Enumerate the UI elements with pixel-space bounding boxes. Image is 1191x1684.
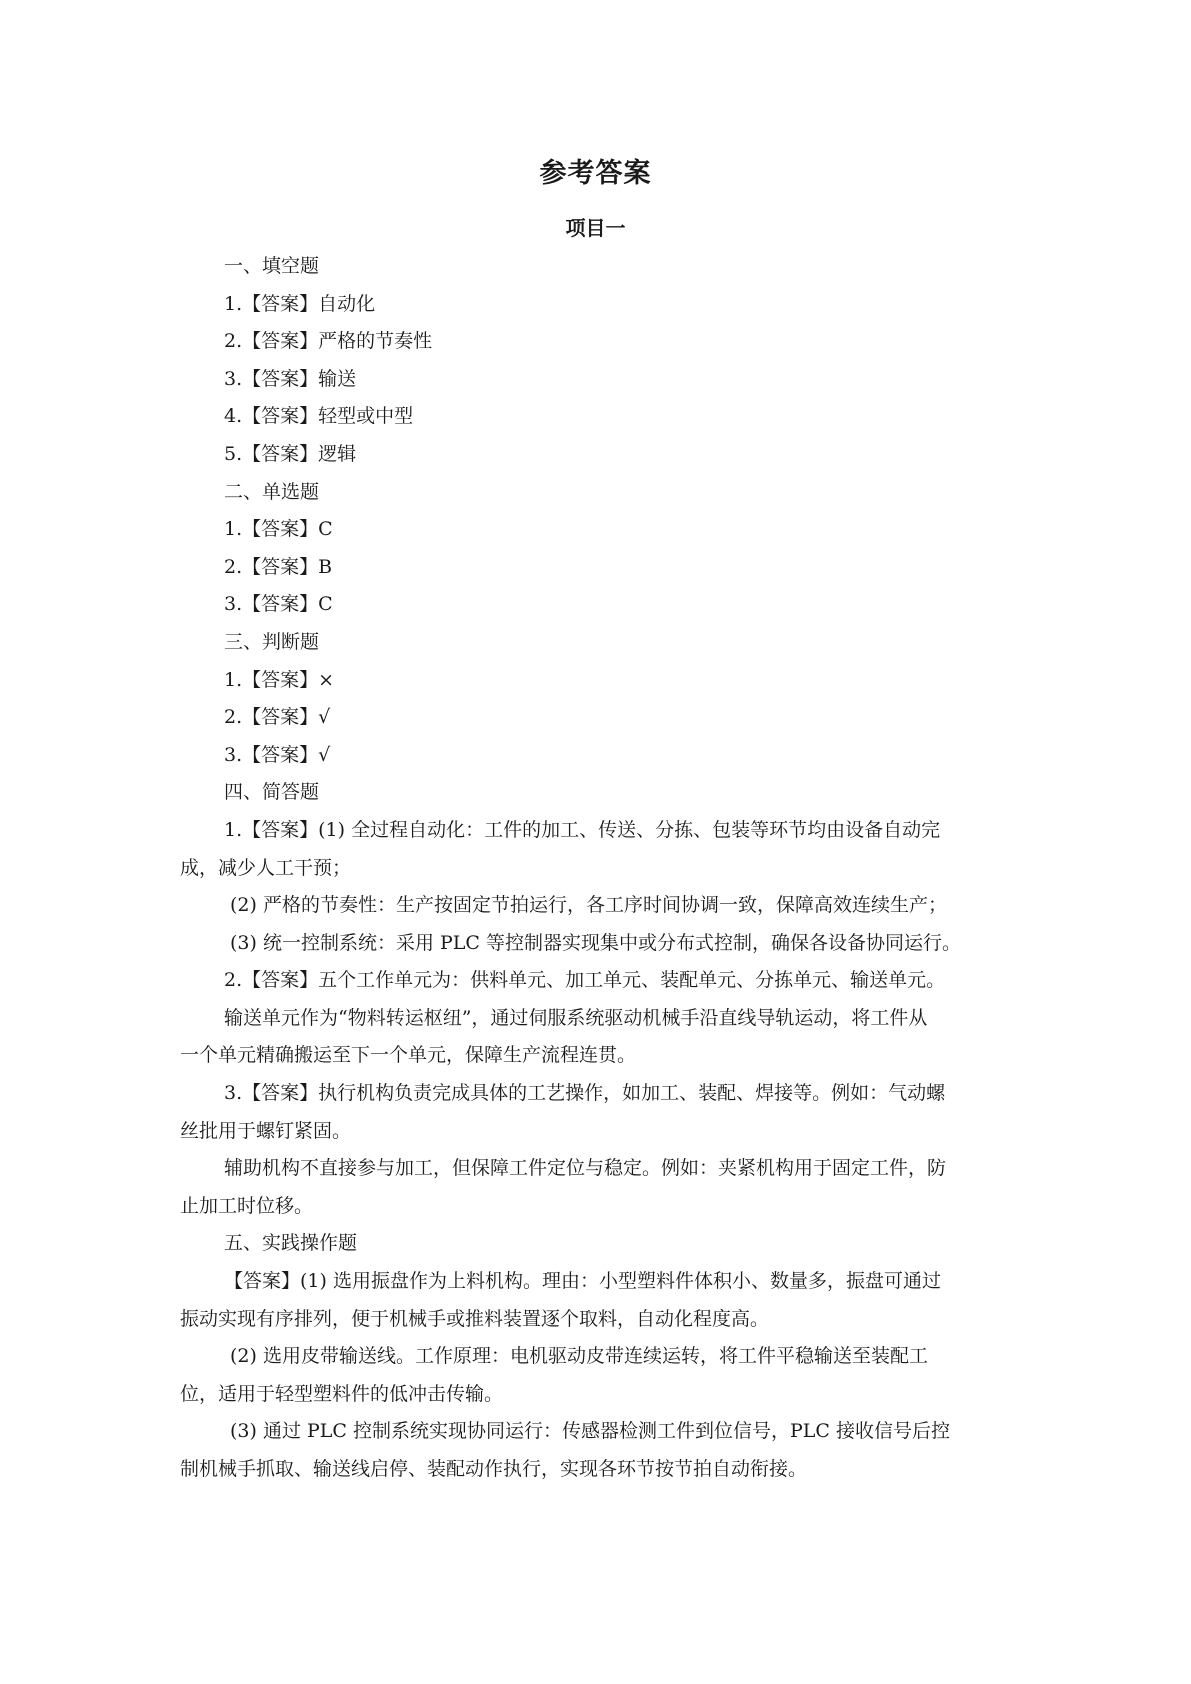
section-heading-short-answer: 四、简答题 — [224, 781, 320, 804]
answer-body — [180, 248, 1012, 1489]
answer-item: 1.【答案】× — [224, 668, 335, 691]
answer-paragraph-line: 辅助机构不直接参与加工，但保障工件定位与稳定。例如：夹紧机构用于固定工件，防 — [224, 1157, 947, 1180]
answer-item: 1.【答案】自动化 — [224, 292, 376, 315]
answer-paragraph-line: (3) 统一控制系统：采用 PLC 等控制器实现集中或分布式控制，确保各设备协同运行。 — [230, 931, 961, 954]
answer-paragraph-line: 【答案】(1) 选用振盘作为上料机构。理由：小型塑料件体积小、数量多，振盘可通过 — [224, 1270, 941, 1293]
answer-item: 3.【答案】输送 — [224, 367, 357, 390]
answer-item: 5.【答案】逻辑 — [224, 442, 357, 465]
answer-item: 4.【答案】轻型或中型 — [224, 405, 414, 428]
answer-item: 2.【答案】严格的节奏性 — [224, 330, 433, 353]
answer-paragraph-line: 2.【答案】五个工作单元为：供料单元、加工单元、装配单元、分拣单元、输送单元。 — [224, 969, 946, 992]
section-heading-single-choice: 二、单选题 — [224, 480, 320, 503]
answer-paragraph-line: 丝批用于螺钉紧固。 — [180, 1119, 352, 1142]
answer-item: 3.【答案】√ — [224, 743, 331, 766]
section-heading-fill-blank: 一、填空题 — [224, 255, 320, 277]
page-subtitle: 项目一 — [565, 216, 626, 240]
answer-item: 1.【答案】C — [224, 518, 333, 541]
answer-paragraph-line: (2) 严格的节奏性：生产按固定节拍运行，各工序时间协调一致，保障高效连续生产； — [230, 894, 947, 917]
section-heading-true-false: 三、判断题 — [224, 630, 320, 653]
answer-paragraph-line: 止加工时位移。 — [180, 1194, 314, 1217]
answer-paragraph-line: 位，适用于轻型塑料件的低冲击传输。 — [180, 1382, 504, 1405]
answer-paragraph-line: 振动实现有序排列，便于机械手或推料装置逐个取料，自动化程度高。 — [180, 1307, 770, 1330]
page-title: 参考答案 — [539, 158, 652, 189]
answer-item: 2.【答案】√ — [224, 706, 331, 729]
answer-paragraph-line: 3.【答案】执行机构负责完成具体的工艺操作，如加工、装配、焊接等。例如：气动螺 — [224, 1082, 946, 1105]
answer-item: 2.【答案】B — [224, 555, 333, 578]
answer-paragraph-line: 制机械手抓取、输送线启停、装配动作执行，实现各环节按节拍自动衔接。 — [180, 1458, 808, 1480]
answer-paragraph-line: 成，减少人工干预； — [180, 856, 352, 879]
section-heading-practice: 五、实践操作题 — [224, 1232, 358, 1255]
answer-item: 3.【答案】C — [224, 593, 333, 616]
answer-paragraph-line: 1.【答案】(1) 全过程自动化：工件的加工、传送、分拣、包装等环节均由设备自动完 — [224, 818, 941, 841]
answer-paragraph-line: 一个单元精确搬运至下一个单元，保障生产流程连贯。 — [180, 1044, 637, 1067]
answer-paragraph-line: (2) 选用皮带输送线。工作原理：电机驱动皮带连续运转，将工件平稳输送至装配工 — [230, 1345, 928, 1368]
answer-paragraph-line: 输送单元作为“物料转运枢纽”，通过伺服系统驱动机械手沿直线导轨运动，将工件从 — [224, 1006, 928, 1029]
answer-paragraph-line: (3) 通过 PLC 控制系统实现协同运行：传感器检测工件到位信号，PLC 接收信号后控 — [230, 1420, 950, 1443]
